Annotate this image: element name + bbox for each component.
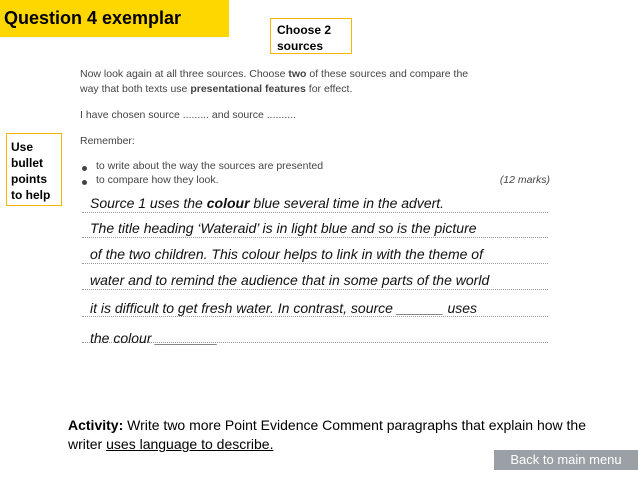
- exam-bullet: to compare how they look.: [96, 174, 219, 186]
- exam-text: of these sources and compare the: [306, 68, 469, 80]
- activity-text: Write two more Point Evidence Comment paragraphs that explain how the writer: [68, 417, 586, 452]
- writing-line: [82, 263, 548, 264]
- activity-label: Activity:: [68, 417, 124, 433]
- exam-text: way that both texts use: [80, 83, 191, 95]
- exam-bullet: to write about the way the sources are presented: [96, 160, 324, 172]
- page-title: Question 4 exemplar: [0, 0, 229, 37]
- answer-line-4: water and to remind the audience that in some parts of the world: [90, 272, 490, 288]
- marks-label: (12 marks): [499, 174, 550, 186]
- answer-text: Source 1 uses the: [90, 195, 207, 211]
- bullet-dot-icon: [82, 180, 87, 185]
- answer-line-5: it is difficult to get fresh water. In contrast, source ______ uses: [90, 300, 478, 316]
- writing-line: [82, 212, 548, 213]
- note-line: sources: [277, 39, 324, 53]
- bullet-dot-icon: [82, 166, 87, 171]
- note-line: Choose 2: [277, 23, 332, 37]
- answer-line-6: the colour ________: [90, 330, 218, 346]
- remember-label: Remember:: [80, 135, 135, 147]
- exam-text: Now look again at all three sources. Choose: [80, 68, 289, 80]
- exam-bold: two: [288, 68, 307, 80]
- writing-line: [82, 316, 548, 317]
- note-line: Use: [11, 140, 34, 154]
- chosen-sources-line: I have chosen source ......... and source ..........: [80, 109, 296, 121]
- answer-line-3: of the two children. This colour helps to link in with the theme of: [90, 246, 483, 262]
- answer-text: blue several time in the advert.: [249, 195, 445, 211]
- bullet-points-note: [6, 133, 62, 206]
- answer-line-2: The title heading ‘Wateraid’ is in light blue and so is the picture: [90, 220, 477, 236]
- activity-underlined: uses language to describe.: [106, 436, 274, 452]
- exam-text: for effect.: [305, 83, 353, 95]
- exam-prompt-line-1: [80, 68, 468, 80]
- answer-bold: colour: [206, 195, 250, 211]
- writing-line: [82, 237, 548, 238]
- writing-line: [82, 289, 548, 290]
- choose-sources-note: [270, 18, 352, 54]
- exam-prompt-line-2: [80, 83, 352, 95]
- answer-line-1: [90, 195, 444, 211]
- note-line: to help: [11, 188, 51, 202]
- back-to-main-menu-button[interactable]: Back to main menu: [494, 450, 638, 470]
- exam-bold: presentational features: [190, 83, 306, 95]
- note-line: points: [11, 172, 47, 186]
- note-line: bullet: [11, 156, 43, 170]
- activity-instructions: [68, 416, 608, 454]
